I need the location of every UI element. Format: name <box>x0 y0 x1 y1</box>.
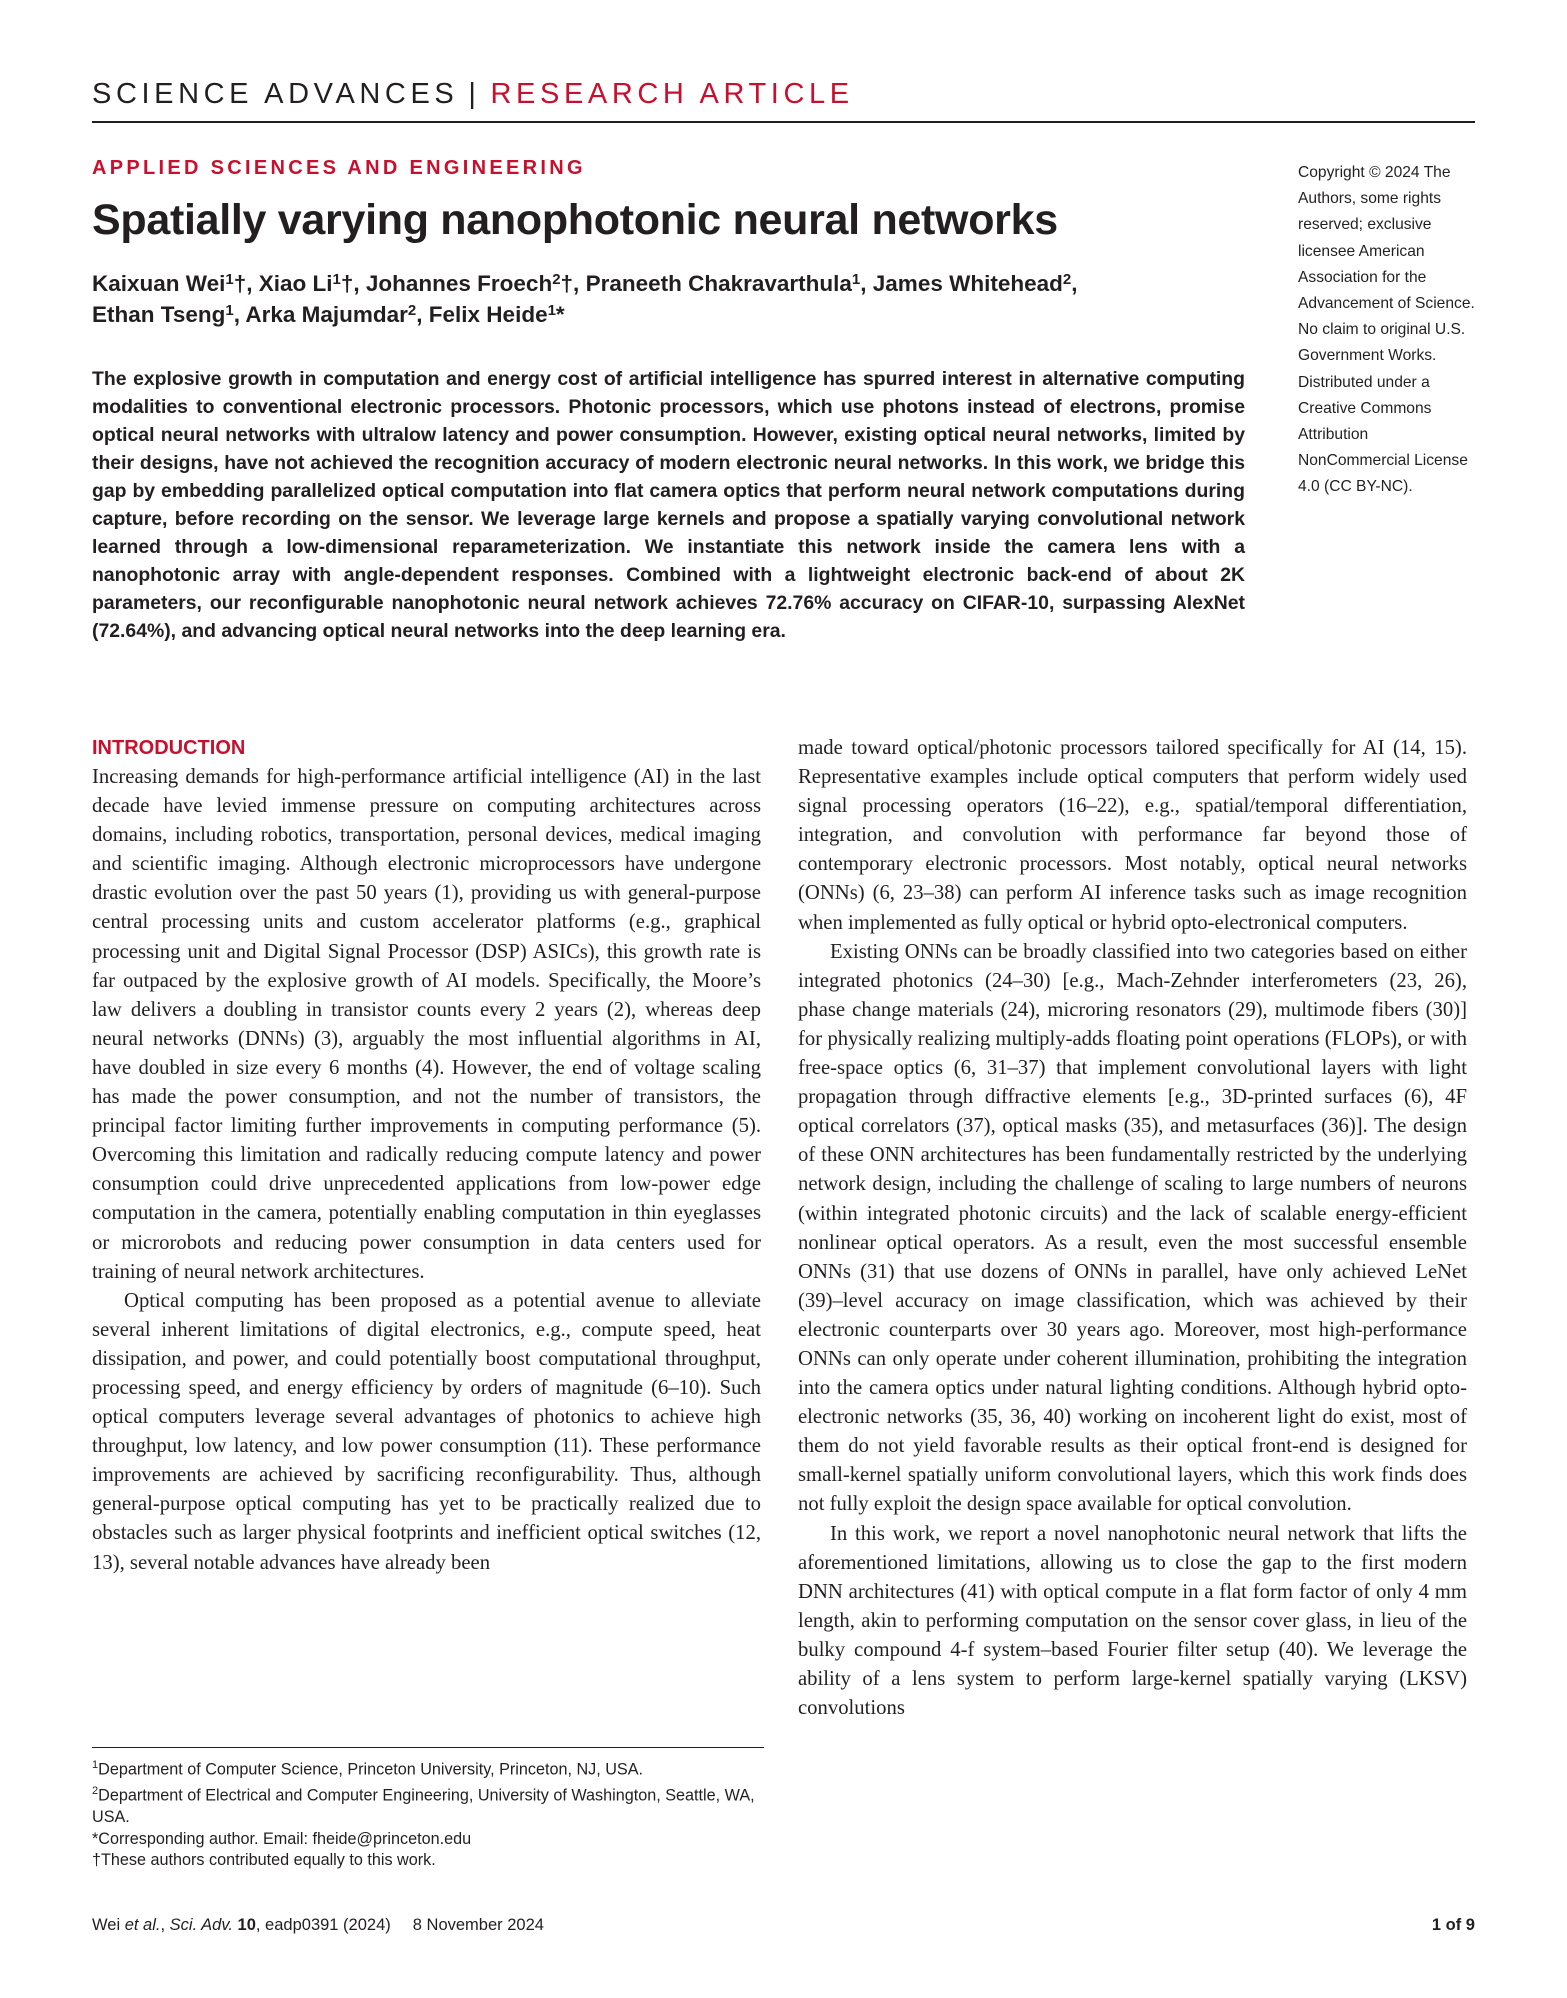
copyright-notice: Copyright © 2024 The Authors, some rights reserved; exclusive licensee American Association for the Advancement of Science. No claim to original U.S. Government Works. Distributed under a Creative Commons Attribution NonCommercial License 4.0 (CC BY-NC). <box>1298 164 1475 496</box>
author-name: Johannes Froech <box>365 271 553 296</box>
body-paragraph: Existing ONNs can be broadly classified into two categories based on either integrated photonics (24–30) [e.g., Mach-Zehnder interferometers (23, 26), phase change materials (24), microring resonators (29), multimode fibers (30)] for physically realizing multiply-adds floating point operations (FLOPs), or with free-space optics (6, 31–37) that implement convolutional layers with light propagation through diffractive elements [e.g., 3D-printed surfaces (6), 4F optical correlators (37), optical masks (35), and metasurfaces (36)]. The design of these ONN architectures has been fundamentally restricted by the underlying network design, including the challenge of scaling to large numbers of neurons (within integrated photonic circuits) and the lack of scalable energy-efficient nonlinear optical operators. As a result, even the most successful ensemble ONNs (31) that use dozens of ONNs in parallel, have only achieved LeNet (39)–level accuracy on image classification, which was achieved by their electronic counterparts over 30 years ago. Moreover, most high-performance ONNs can only operate under coherent illumination, prohibiting the integration into the camera optics under natural lighting conditions. Although hybrid opto-electronic networks (35, 36, 40) working on incoherent light do exist, most of them do not yield favorable results as their optical front-end is designed for small-kernel spatially uniform convolutional layers, which this work finds does not fully exploit the design space available for optical convolution. <box>798 940 1467 1516</box>
author-name: Arka Majumdar <box>245 302 408 327</box>
author-affiliation: 1 <box>225 302 234 319</box>
right-column <box>798 734 1467 1723</box>
author-affiliation: 2 <box>552 271 561 288</box>
article-type: RESEARCH ARTICLE <box>490 78 854 110</box>
author-name: Kaixuan Wei <box>92 271 226 296</box>
citation-footer: Wei et al., Sci. Adv. 10, eadp0391 (2024) 8 November 2024 <box>92 1916 544 1934</box>
author-mark: † <box>233 271 247 296</box>
author-mark: * <box>555 302 565 327</box>
footnote-rule <box>92 1747 764 1748</box>
footnote-affiliation-2: $^2$Department of Electrical and Computer Engineering, University of Washington, Seattle, WA, USA. <box>92 1784 755 1826</box>
publication-date: 8 November 2024 <box>412 1916 544 1934</box>
header-rule <box>92 121 1475 123</box>
journal-name: SCIENCE ADVANCES <box>92 78 459 110</box>
left-column <box>92 734 761 1578</box>
author-affiliation: 2 <box>1062 271 1072 288</box>
author-affiliation: 1 <box>851 271 861 288</box>
footnote-affiliation-1: $^1$Department of Computer Science, Princeton University, Princeton, NJ, USA. <box>92 1759 644 1779</box>
body-paragraph: Increasing demands for high-performance artificial intelligence (AI) in the last decade have levied immense pressure on computing architectures across domains, including robotics, transportation, personal devices, medical imaging and scientific imaging. Although electronic microprocessors have undergone drastic evolution over the past 50 years (1), providing us with general-purpose central processing units and custom accelerator platforms (e.g., graphical processing unit and Digital Signal Processor (DSP) ASICs), this growth rate is far outpaced by the explosive growth of AI models. Specifically, the Moore’s law delivers a doubling in transistor counts every 2 years (2), whereas deep neural networks (DNNs) (3), arguably the most influential algorithms in AI, have doubled in size every 6 months (4). However, the end of voltage scaling has made the power consumption, and not the number of transistors, the principal factor limiting further improvements in computing performance (5). Overcoming this limitation and radically reducing compute latency and power consumption could drive unprecedented applications from low-power edge computation in the camera, potentially enabling computation in thin eyeglasses or microrobots and reducing power consumption in data centers used for training of neural network architectures. <box>92 766 761 1283</box>
author-name: Praneeth Chakravarthula <box>585 271 852 296</box>
author-name: Felix Heide <box>428 302 548 327</box>
author-affiliation: 2 <box>407 302 417 319</box>
abstract: The explosive growth in computation and energy cost of artificial intelligence has spurred interest in alternative computing modalities to conventional electronic processors. Photonic processors, which use photons instead of electrons, promise optical neural networks with ultralow latency and power consumption. However, existing optical neural networks, limited by their designs, have not achieved the recognition accuracy of modern electronic neural networks. In this work, we bridge this gap by embedding parallelized optical computation into flat camera optics that perform neural network computations during capture, before recording on the sensor. We leverage large kernels and propose a spatially varying convolutional network learned through a low-dimensional reparameterization. We instantiate this network inside the camera lens with a nanophotonic array with angle-dependent responses. Combined with a lightweight electronic back-end of about 2K parameters, our reconfigurable nanophotonic neural network achieves 72.76% accuracy on CIFAR-10, surpassing AlexNet (72.64%), and advancing optical neural networks into the deep learning era. <box>92 368 1245 642</box>
introduction-heading: INTRODUCTION <box>92 737 246 759</box>
author-name: Xiao Li <box>258 271 333 296</box>
author-name: Ethan Tseng <box>92 302 226 327</box>
author-affiliation: 1 <box>547 302 556 319</box>
header-separator: | <box>468 78 481 110</box>
author-name: James Whitehead <box>872 271 1063 296</box>
body-paragraph: In this work, we report a novel nanophotonic neural network that lifts the aforementioned limitations, allowing us to close the gap to the first modern DNN architectures (41) with optical compute in a flat form factor of only 4 mm length, akin to performing computation on the sensor cover glass, in lieu of the bulky compound 4-f system–based Fourier filter setup (40). We leverage the ability of a lens system to perform large-kernel spatially varying (LKSV) convolutions <box>798 1522 1467 1720</box>
author-mark: † <box>340 271 354 296</box>
author-mark: † <box>560 271 574 296</box>
footnote-corresponding: *Corresponding author. Email: fheide@princeton.edu <box>92 1829 472 1848</box>
body-paragraph: made toward optical/photonic processors tailored specifically for AI (14, 15). Representative examples include optical computers that perform widely used signal processing operators (16–22), e.g., spatial/temporal differentiation, integration, and convolution with performance far beyond those of contemporary electronic processors. Most notably, optical neural networks (ONNs) (6, 23–38) can perform AI inference tasks such as image recognition when implemented as fully optical or hybrid opto-electronical computers. <box>798 737 1467 934</box>
page-number: 1 of 9 <box>1431 1916 1475 1934</box>
footnotes <box>92 1755 772 1872</box>
footnote-equal-contribution: †These authors contributed equally to this work. <box>92 1851 436 1870</box>
section-label: APPLIED SCIENCES AND ENGINEERING <box>92 157 586 179</box>
author-affiliation: 1 <box>225 271 234 288</box>
author-affiliation: 1 <box>332 271 341 288</box>
body-paragraph: Optical computing has been proposed as a potential avenue to alleviate several inherent limitations of digital electronics, e.g., compute speed, heat dissipation, and power, and could potentially boost computational throughput, processing speed, and energy efficiency by orders of magnitude (6–10). Such optical computers leverage several advantages of photonics to achieve high throughput, low latency, and low power consumption (11). These performance improvements are achieved by sacrificing reconfigurability. Thus, although general-purpose optical computing has yet to be practically realized due to obstacles such as larger physical footprints and inefficient optical switches (12, 13), several notable advances have already been <box>92 1289 761 1574</box>
author-list: Kaixuan Wei$^1$†, Xiao Li$^1$†, Johannes Froech$^2$†, Praneeth Chakravarthula$^1$, James Whitehead$^2$, Ethan Tseng$^1$, Arka Majumdar$^2$, Felix Heide$^1$* <box>92 271 1078 327</box>
journal-header <box>92 78 854 111</box>
article-title: Spatially varying nanophotonic neural networks <box>92 196 1058 244</box>
